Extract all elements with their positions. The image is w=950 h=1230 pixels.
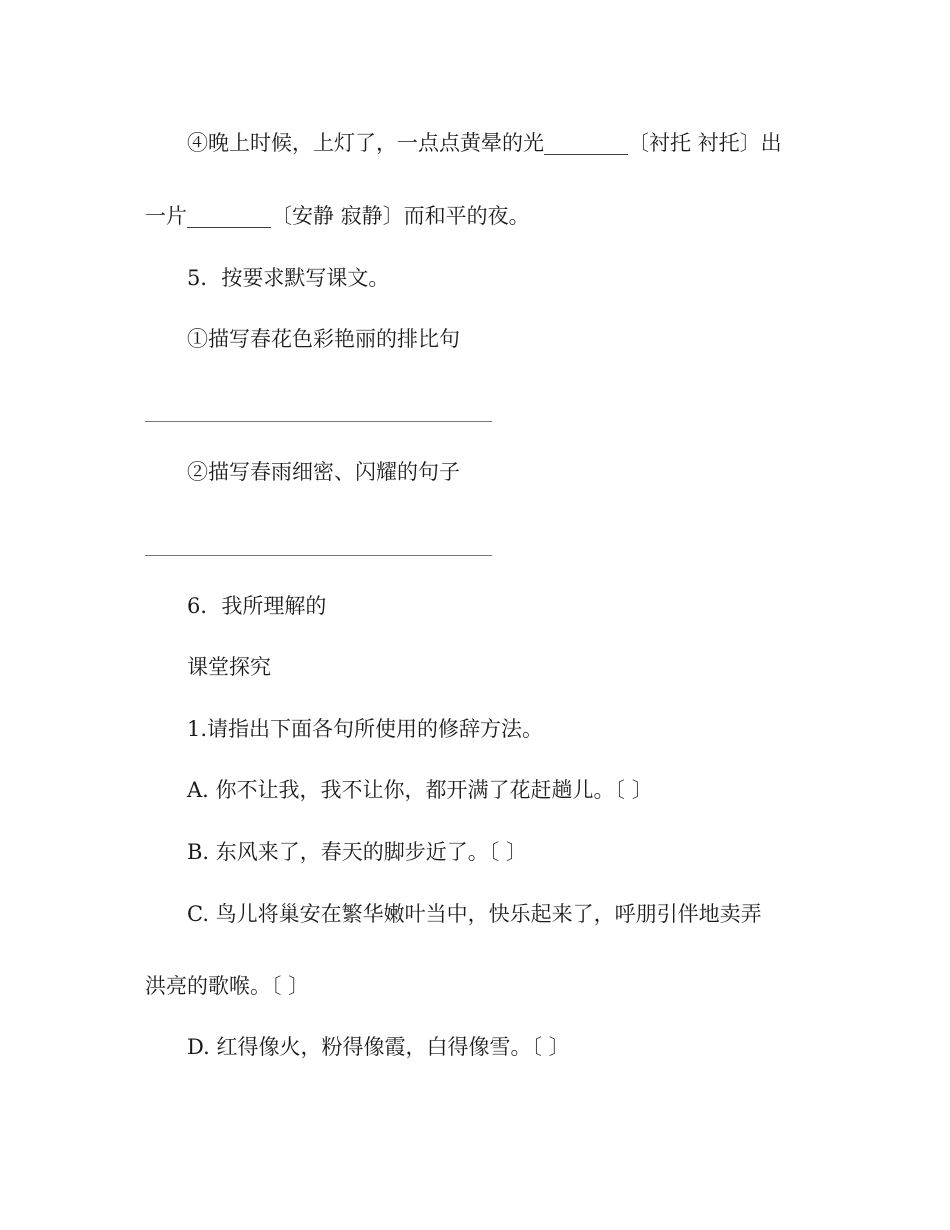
option-c-line-1: C. 鸟儿将巢安在繁华嫩叶当中，快乐起来了，呼朋引伴地卖弄 [187,902,762,926]
option-c-line-2: 洪亮的歌喉。〔 〕 [145,974,310,998]
section-heading: 课堂探究 [187,655,271,679]
question-5-item-1: ①描写春花色彩艳丽的排比句 [187,327,460,351]
option-d: D. 红得像火，粉得像霞，白得像雪。〔 〕 [187,1035,570,1059]
answer-blank-line-2 [145,555,492,556]
inquiry-question-1: 1.请指出下面各句所使用的修辞方法。 [187,717,544,741]
answer-blank-line-1 [145,421,492,422]
question-6-title: 6．我所理解的 [187,594,327,618]
question-4-line-2: 一片________〔安静 寂静〕而和平的夜。 [145,204,530,228]
question-5-title: 5．按要求默写课文。 [187,266,390,290]
option-a: A. 你不让我，我不让你，都开满了花赶趟儿。〔 〕 [187,778,653,802]
option-b: B. 东风来了，春天的脚步近了。〔 〕 [187,840,527,864]
question-4-line-1: ④晚上时候，上灯了，一点点黄晕的光________〔衬托 衬托〕出 [187,131,782,155]
question-5-item-2: ②描写春雨细密、闪耀的句子 [187,460,460,484]
